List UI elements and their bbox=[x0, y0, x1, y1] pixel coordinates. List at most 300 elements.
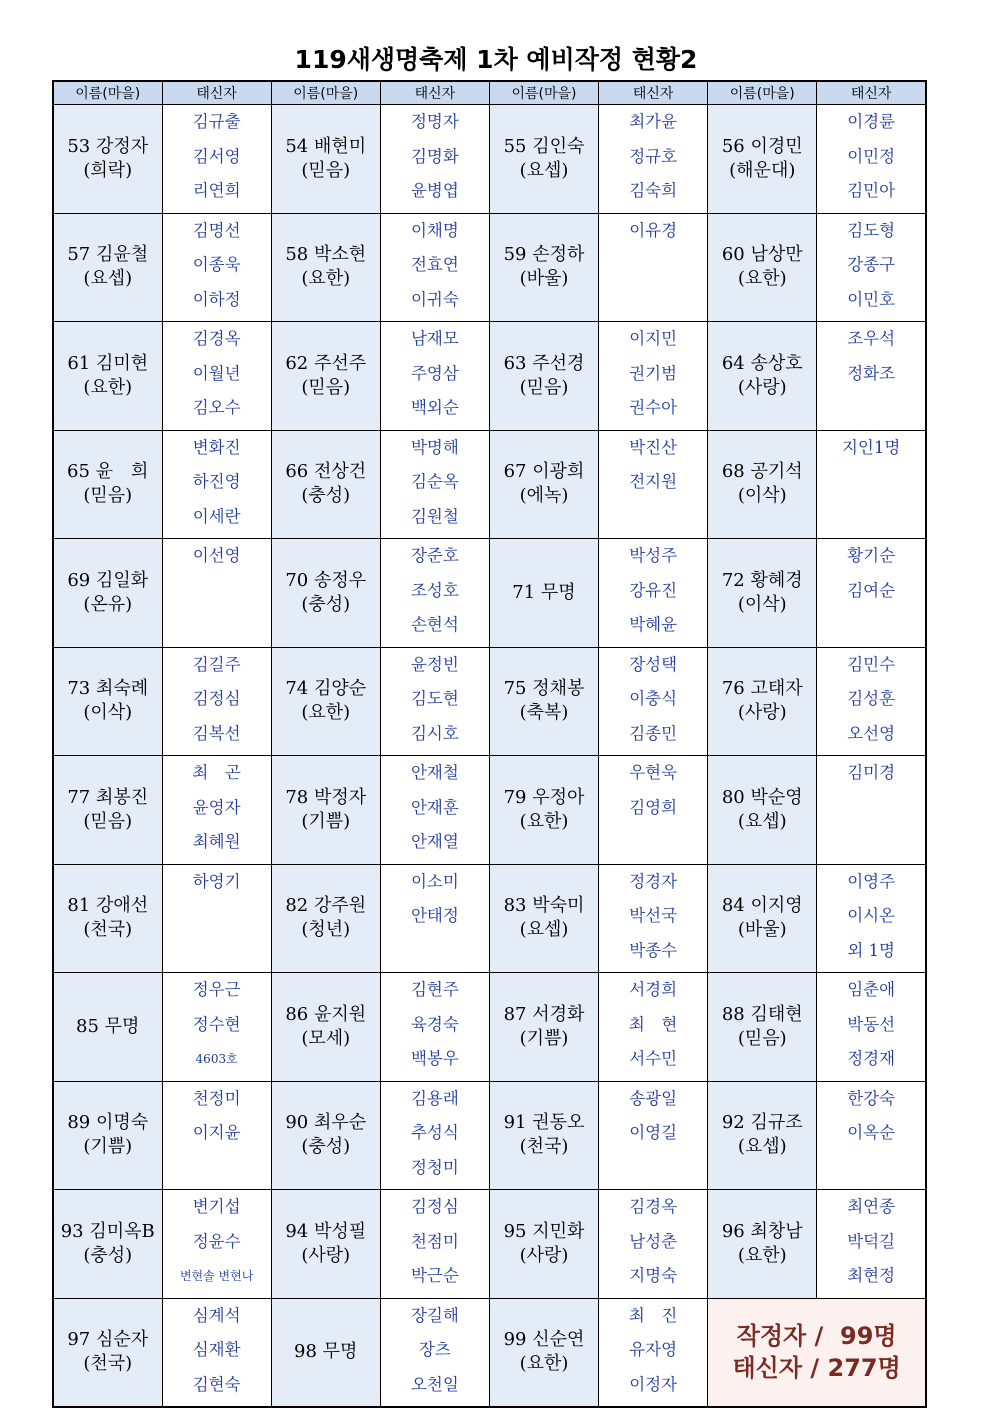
pledger-cell bbox=[53, 213, 162, 322]
pledger-cell bbox=[490, 105, 599, 214]
pledger-village: (축복) bbox=[519, 702, 569, 724]
pledger-cell bbox=[271, 105, 380, 214]
pledger-village: (이삭) bbox=[83, 702, 133, 724]
guest-name: 지인1명 bbox=[841, 437, 901, 457]
guest-cell bbox=[817, 1081, 926, 1190]
guest-cell bbox=[162, 756, 271, 865]
guest-name: 김복선 bbox=[192, 723, 241, 743]
pledger-name: 89 이명숙 bbox=[67, 1112, 149, 1134]
guest-name: 윤정빈 bbox=[410, 654, 459, 674]
guest-name: 김성훈 bbox=[847, 689, 896, 708]
pledger-cell bbox=[708, 105, 817, 214]
guest-name: 김경옥 bbox=[192, 329, 241, 348]
pledger-name: 81 강애선 bbox=[67, 895, 149, 917]
guest-cell bbox=[599, 105, 708, 214]
pledger-cell bbox=[271, 647, 380, 756]
pledger-name: 57 김윤철 bbox=[67, 244, 149, 266]
guest-name: 최혜원 bbox=[192, 832, 241, 851]
guest-cell bbox=[380, 1190, 489, 1299]
table-row bbox=[53, 973, 926, 1082]
pledger-name: 67 이광희 bbox=[503, 461, 585, 483]
guest-name: 정수현 bbox=[192, 1014, 241, 1034]
pledger-cell bbox=[490, 1081, 599, 1190]
guest-name: 김정심 bbox=[192, 689, 241, 708]
pledger-village: (사랑) bbox=[737, 702, 787, 724]
guest-name: 이충식 bbox=[629, 689, 678, 708]
guest-cell bbox=[162, 105, 271, 214]
guest-name: 최 진 bbox=[628, 1305, 678, 1325]
pledger-village: (믿음) bbox=[301, 376, 351, 398]
guest-cell bbox=[162, 1298, 271, 1407]
pledger-cell bbox=[708, 1190, 817, 1299]
pledger-village: (요셉) bbox=[737, 810, 787, 832]
guest-name: 이옥순 bbox=[847, 1123, 896, 1142]
pledger-cell bbox=[490, 213, 599, 322]
guest-name: 최 곤 bbox=[192, 763, 241, 782]
guest-name: 박선국 bbox=[629, 906, 678, 925]
guest-cell bbox=[599, 864, 708, 973]
guest-name: 김도형 bbox=[847, 220, 896, 240]
guest-name: 박덕길 bbox=[847, 1231, 896, 1251]
pledger-cell bbox=[53, 756, 162, 865]
pledger-name: 55 김인숙 bbox=[503, 135, 585, 157]
guest-cell bbox=[162, 864, 271, 973]
guest-cell bbox=[162, 322, 271, 431]
guest-name: 이지민 bbox=[629, 329, 678, 348]
pledger-name: 69 김일화 bbox=[67, 569, 149, 591]
guest-name: 이민호 bbox=[847, 289, 896, 309]
pledger-cell bbox=[708, 1081, 817, 1190]
guest-name: 정명자 bbox=[410, 112, 459, 131]
pledger-village: (천국) bbox=[83, 919, 133, 941]
pledger-name: 91 권동오 bbox=[503, 1112, 585, 1134]
guest-name: 김현주 bbox=[410, 980, 459, 999]
guest-cell bbox=[599, 973, 708, 1082]
guest-name: 백외순 bbox=[410, 398, 459, 417]
guest-name: 최연종 bbox=[847, 1197, 896, 1216]
guest-name: 정윤수 bbox=[192, 1231, 241, 1251]
guest-cell bbox=[380, 322, 489, 431]
guest-cell bbox=[380, 973, 489, 1082]
guest-name: 최 현 bbox=[628, 1014, 678, 1034]
guest-cell bbox=[380, 105, 489, 214]
header-guests: 태신자 bbox=[817, 81, 926, 105]
pledger-village: (온유) bbox=[83, 593, 133, 615]
guest-name: 남재모 bbox=[410, 329, 459, 348]
pledger-cell bbox=[53, 647, 162, 756]
pledger-cell bbox=[271, 213, 380, 322]
guest-name: 윤병엽 bbox=[410, 181, 459, 200]
guest-cell bbox=[162, 973, 271, 1082]
pledger-name: 98 무명 bbox=[294, 1341, 358, 1363]
guest-name: 김순옥 bbox=[410, 472, 459, 491]
guest-name: 김시호 bbox=[410, 723, 459, 743]
pledger-name: 58 박소현 bbox=[285, 244, 367, 266]
guest-name: 서수민 bbox=[629, 1049, 678, 1068]
pledger-cell bbox=[53, 539, 162, 648]
guest-cell bbox=[599, 213, 708, 322]
guest-name: 외 1명 bbox=[847, 940, 895, 960]
pledger-village: (청년) bbox=[301, 919, 351, 941]
guest-cell bbox=[817, 647, 926, 756]
guest-cell bbox=[380, 647, 489, 756]
guest-name: 이채명 bbox=[410, 220, 459, 240]
pledger-cell bbox=[490, 647, 599, 756]
pledger-village: (사랑) bbox=[519, 1244, 569, 1266]
guest-name: 서경희 bbox=[629, 980, 678, 999]
guest-name: 하영기 bbox=[192, 871, 241, 891]
pledger-cell bbox=[708, 213, 817, 322]
pledger-name: 72 황혜경 bbox=[721, 569, 803, 591]
pledger-village: (요셉) bbox=[519, 159, 569, 181]
pledger-name: 71 무명 bbox=[512, 581, 576, 603]
pledger-cell bbox=[708, 430, 817, 539]
pledger-name: 54 배현미 bbox=[285, 135, 367, 157]
pledger-cell bbox=[53, 1190, 162, 1299]
pledger-cell bbox=[53, 1298, 162, 1407]
pledger-village: (요셉) bbox=[83, 268, 133, 290]
guest-cell bbox=[599, 430, 708, 539]
pledger-village: (믿음) bbox=[519, 376, 569, 398]
pledger-cell bbox=[490, 864, 599, 973]
table-row bbox=[53, 864, 926, 973]
pledger-cell bbox=[53, 973, 162, 1082]
pledger-cell bbox=[490, 322, 599, 431]
pledger-village: (모세) bbox=[301, 1027, 351, 1049]
guest-name: 김규출 bbox=[192, 112, 241, 131]
guest-name: 안재훈 bbox=[410, 797, 459, 817]
pledger-cell bbox=[708, 973, 817, 1082]
guest-name: 심계석 bbox=[192, 1305, 241, 1325]
guest-name: 우현욱 bbox=[629, 763, 678, 782]
pledger-village: (요한) bbox=[737, 268, 787, 290]
guest-name: 오선영 bbox=[847, 723, 896, 743]
guest-name: 하진영 bbox=[192, 472, 241, 491]
pledger-village: (믿음) bbox=[737, 1027, 787, 1049]
guest-name: 박명해 bbox=[410, 437, 459, 457]
pledger-cell bbox=[53, 1081, 162, 1190]
summary-pledgers: 작정자 / 99명 bbox=[736, 1322, 897, 1351]
table-row bbox=[53, 1190, 926, 1299]
pledger-cell bbox=[708, 322, 817, 431]
guest-name: 임춘애 bbox=[847, 980, 896, 999]
guest-name: 김용래 bbox=[410, 1088, 459, 1108]
guest-cell bbox=[380, 1081, 489, 1190]
guest-name: 김명선 bbox=[192, 220, 241, 240]
guest-name: 최현정 bbox=[847, 1266, 896, 1285]
header-row bbox=[53, 81, 926, 105]
table-row bbox=[53, 756, 926, 865]
guest-name: 전지원 bbox=[629, 472, 678, 491]
guest-name: 이월년 bbox=[192, 363, 241, 383]
guest-name: 조우석 bbox=[847, 329, 896, 348]
pledger-cell bbox=[53, 864, 162, 973]
guest-name: 리연희 bbox=[192, 181, 241, 200]
guest-cell bbox=[817, 322, 926, 431]
pledger-name: 87 서경화 bbox=[503, 1003, 585, 1025]
guest-name: 김경옥 bbox=[629, 1197, 678, 1216]
guest-name: 장준호 bbox=[410, 546, 459, 565]
pledger-cell bbox=[271, 1298, 380, 1407]
guest-name: 김현숙 bbox=[192, 1374, 241, 1394]
guest-cell bbox=[162, 1081, 271, 1190]
pledger-cell bbox=[271, 322, 380, 431]
pledger-cell bbox=[490, 756, 599, 865]
pledger-name: 97 심순자 bbox=[67, 1329, 149, 1351]
guest-name: 백봉우 bbox=[410, 1049, 459, 1068]
pledger-name: 61 김미현 bbox=[67, 352, 149, 374]
guest-name: 강유진 bbox=[629, 580, 678, 600]
guest-name: 황기순 bbox=[847, 546, 896, 565]
pledger-name: 68 공기석 bbox=[721, 461, 803, 483]
header-guests: 태신자 bbox=[380, 81, 489, 105]
pledger-cell bbox=[271, 1081, 380, 1190]
guest-name: 이영길 bbox=[629, 1123, 678, 1142]
pledger-name: 83 박숙미 bbox=[503, 895, 585, 917]
guest-cell bbox=[599, 539, 708, 648]
guest-name: 천점미 bbox=[410, 1231, 459, 1251]
header-guests: 태신자 bbox=[599, 81, 708, 105]
guest-cell bbox=[817, 539, 926, 648]
pledger-name: 94 박성필 bbox=[285, 1220, 367, 1242]
guest-name: 천정미 bbox=[192, 1088, 241, 1108]
guest-name: 이정자 bbox=[629, 1374, 678, 1394]
page-title: 119새생명축제 1차 예비작정 현황2 bbox=[294, 45, 698, 74]
pledger-village: (요셉) bbox=[519, 919, 569, 941]
pledger-cell bbox=[53, 105, 162, 214]
guest-name: 4603호 bbox=[195, 1052, 238, 1066]
header-guests: 태신자 bbox=[162, 81, 271, 105]
guest-name: 변현솔 변현나 bbox=[179, 1269, 254, 1283]
pledger-village: (요한) bbox=[83, 376, 133, 398]
table-row bbox=[53, 105, 926, 214]
pledger-cell bbox=[708, 539, 817, 648]
guest-name: 이시온 bbox=[847, 906, 896, 925]
pledger-name: 90 최우순 bbox=[285, 1112, 367, 1134]
pledger-cell bbox=[271, 973, 380, 1082]
guest-name: 이종욱 bbox=[192, 255, 241, 274]
pledger-village: (해운대) bbox=[729, 159, 796, 181]
pledger-cell bbox=[490, 1298, 599, 1407]
guest-name: 김여순 bbox=[847, 580, 896, 600]
pledger-name: 80 박순영 bbox=[721, 786, 803, 808]
guest-name: 이선영 bbox=[192, 546, 241, 565]
pledger-village: (요한) bbox=[519, 1353, 569, 1375]
guest-cell bbox=[817, 756, 926, 865]
pledger-name: 62 주선주 bbox=[285, 352, 367, 374]
pledger-name: 96 최창남 bbox=[721, 1220, 803, 1242]
pledger-village: (충성) bbox=[83, 1244, 133, 1266]
pledger-cell bbox=[53, 322, 162, 431]
pledger-village: (천국) bbox=[519, 1136, 569, 1158]
guest-name: 이귀숙 bbox=[410, 289, 459, 309]
guest-name: 정화조 bbox=[847, 363, 896, 383]
guest-cell bbox=[380, 864, 489, 973]
pledger-village: (에녹) bbox=[519, 485, 569, 507]
pledger-name: 88 김태현 bbox=[721, 1003, 803, 1025]
table-row bbox=[53, 1081, 926, 1190]
guest-name: 장길해 bbox=[410, 1305, 459, 1325]
guest-name: 정청미 bbox=[410, 1157, 459, 1177]
pledger-cell bbox=[490, 1190, 599, 1299]
pledger-name: 59 손정하 bbox=[503, 244, 585, 266]
guest-name: 김영희 bbox=[629, 797, 678, 817]
pledger-name: 82 강주원 bbox=[285, 895, 367, 917]
pledger-name: 99 신순연 bbox=[503, 1329, 585, 1351]
guest-cell bbox=[599, 1298, 708, 1407]
guest-cell bbox=[599, 756, 708, 865]
pledger-village: (요한) bbox=[301, 702, 351, 724]
guest-name: 김미경 bbox=[847, 763, 896, 782]
guest-name: 김길주 bbox=[192, 654, 241, 674]
guest-cell bbox=[817, 864, 926, 973]
pledger-cell bbox=[271, 756, 380, 865]
pledger-village: (요한) bbox=[737, 1244, 787, 1266]
pledger-village: (충성) bbox=[301, 1136, 351, 1158]
guest-name: 장츠 bbox=[418, 1340, 451, 1359]
guest-name: 이경륜 bbox=[847, 112, 896, 131]
guest-name: 육경숙 bbox=[410, 1014, 459, 1034]
guest-name: 조성호 bbox=[410, 580, 459, 600]
guest-cell bbox=[817, 213, 926, 322]
pledger-cell bbox=[708, 647, 817, 756]
table-row bbox=[53, 322, 926, 431]
table-row bbox=[53, 647, 926, 756]
guest-name: 박종수 bbox=[629, 940, 678, 960]
header-name: 이름(마을) bbox=[271, 81, 380, 105]
guest-name: 정규호 bbox=[629, 146, 678, 166]
guest-name: 최가윤 bbox=[629, 112, 678, 131]
pledger-village: (기쁨) bbox=[301, 810, 351, 832]
pledger-cell bbox=[490, 430, 599, 539]
guest-name: 김원철 bbox=[410, 506, 459, 526]
guest-name: 정우근 bbox=[192, 980, 241, 999]
pledger-cell bbox=[490, 539, 599, 648]
guest-cell bbox=[599, 1081, 708, 1190]
guest-cell bbox=[599, 322, 708, 431]
guest-name: 김종민 bbox=[629, 723, 678, 743]
guest-name: 지명숙 bbox=[629, 1266, 678, 1285]
pledger-name: 53 강정자 bbox=[67, 135, 149, 157]
pledger-village: (사랑) bbox=[737, 376, 787, 398]
pledger-cell bbox=[708, 756, 817, 865]
guest-name: 김서영 bbox=[192, 146, 241, 166]
header-name: 이름(마을) bbox=[53, 81, 162, 105]
pledger-name: 66 전상건 bbox=[285, 461, 367, 483]
pledger-village: (믿음) bbox=[301, 159, 351, 181]
guest-name: 이지윤 bbox=[192, 1123, 241, 1142]
guest-name: 권수아 bbox=[629, 398, 678, 417]
guest-name: 변화진 bbox=[192, 437, 241, 457]
guest-name: 김오수 bbox=[192, 398, 241, 417]
guest-name: 장성택 bbox=[629, 654, 678, 674]
pledger-name: 75 정채봉 bbox=[503, 678, 585, 700]
pledger-name: 84 이지영 bbox=[721, 895, 803, 917]
pledger-cell bbox=[271, 864, 380, 973]
guest-cell bbox=[817, 1190, 926, 1299]
guest-cell bbox=[162, 213, 271, 322]
pledger-village: (바울) bbox=[519, 268, 569, 290]
guest-name: 전효연 bbox=[410, 255, 459, 274]
guest-name: 변기섭 bbox=[192, 1197, 241, 1216]
pledger-village: (기쁨) bbox=[83, 1136, 133, 1158]
guest-cell bbox=[162, 539, 271, 648]
pledger-cell bbox=[271, 1190, 380, 1299]
guest-cell bbox=[817, 973, 926, 1082]
pledger-name: 79 우정아 bbox=[503, 786, 585, 808]
pledger-name: 65 윤 희 bbox=[67, 461, 149, 483]
guest-name: 박혜윤 bbox=[629, 615, 678, 634]
pledger-name: 93 김미옥B bbox=[60, 1220, 155, 1242]
pledger-name: 77 최봉진 bbox=[67, 786, 149, 808]
guest-cell bbox=[817, 105, 926, 214]
pledger-cell bbox=[53, 430, 162, 539]
header-name: 이름(마을) bbox=[708, 81, 817, 105]
guest-name: 권기범 bbox=[629, 363, 678, 383]
guest-cell bbox=[380, 756, 489, 865]
guest-name: 김민아 bbox=[847, 181, 896, 200]
pledger-village: (사랑) bbox=[301, 1244, 351, 1266]
header-name: 이름(마을) bbox=[490, 81, 599, 105]
guest-name: 김도현 bbox=[410, 689, 459, 708]
guest-name: 이영주 bbox=[847, 871, 896, 891]
pledger-name: 85 무명 bbox=[76, 1015, 140, 1037]
pledger-name: 92 김규조 bbox=[721, 1112, 803, 1134]
pledger-village: (믿음) bbox=[83, 810, 133, 832]
guest-name: 김정심 bbox=[410, 1197, 459, 1216]
guest-cell bbox=[380, 539, 489, 648]
guest-name: 이민정 bbox=[847, 146, 896, 166]
pledge-table bbox=[52, 80, 927, 1408]
summary-guests: 태신자 / 277명 bbox=[732, 1354, 901, 1383]
pledger-name: 78 박정자 bbox=[285, 786, 367, 808]
guest-name: 박진산 bbox=[629, 437, 678, 457]
guest-name: 박성주 bbox=[629, 546, 678, 565]
guest-name: 이소미 bbox=[410, 871, 459, 891]
guest-name: 안재열 bbox=[410, 832, 459, 851]
guest-name: 손현석 bbox=[410, 615, 459, 634]
guest-name: 주영삼 bbox=[410, 363, 459, 383]
pledger-name: 95 지민화 bbox=[503, 1220, 585, 1242]
guest-name: 한강숙 bbox=[847, 1088, 896, 1108]
pledger-village: (이삭) bbox=[737, 485, 787, 507]
guest-name: 오천일 bbox=[410, 1374, 459, 1394]
guest-cell bbox=[599, 1190, 708, 1299]
guest-name: 박동선 bbox=[847, 1014, 896, 1034]
pledger-name: 76 고태자 bbox=[721, 678, 803, 700]
guest-cell bbox=[380, 213, 489, 322]
guest-name: 김숙희 bbox=[629, 181, 678, 200]
pledger-village: (희락) bbox=[83, 159, 133, 181]
table-row bbox=[53, 1298, 926, 1407]
pledger-village: (요한) bbox=[519, 810, 569, 832]
pledger-village: (믿음) bbox=[83, 485, 133, 507]
guest-cell bbox=[162, 430, 271, 539]
guest-name: 김민수 bbox=[847, 654, 896, 674]
pledger-village: (바울) bbox=[737, 919, 787, 941]
pledger-cell bbox=[490, 973, 599, 1082]
pledger-village: (충성) bbox=[301, 593, 351, 615]
guest-name: 김명화 bbox=[410, 146, 459, 166]
guest-cell bbox=[162, 647, 271, 756]
guest-name: 박근순 bbox=[410, 1266, 459, 1285]
guest-name: 이하정 bbox=[192, 289, 241, 309]
guest-name: 안태정 bbox=[410, 906, 459, 925]
pledger-name: 63 주선경 bbox=[503, 352, 585, 374]
guest-name: 안재철 bbox=[410, 763, 459, 782]
pledger-village: (요한) bbox=[301, 268, 351, 290]
guest-name: 이세란 bbox=[192, 506, 241, 526]
